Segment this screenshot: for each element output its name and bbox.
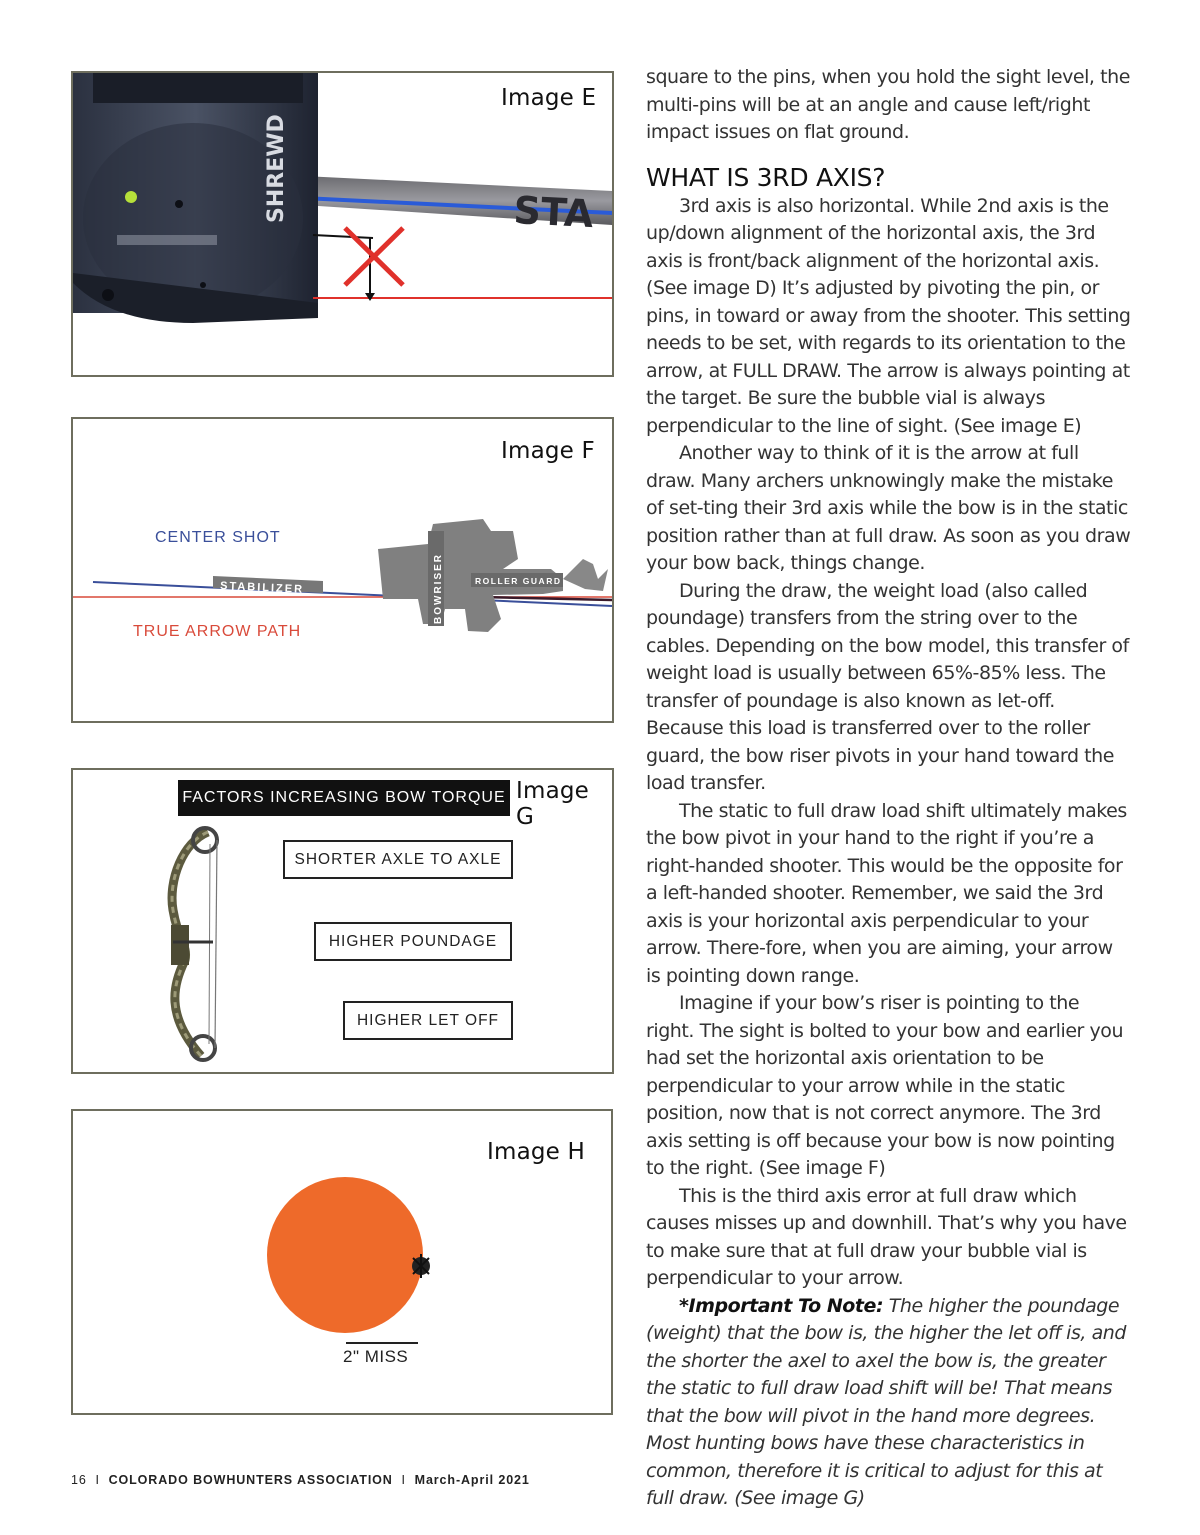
paragraph: Imagine if your bow’s riser is pointing to the right. The sight is bolted to your bow and earlier you had set the horizontal axis orientation to be perpendicular to your arrow while in the static position, now that is not correct anymore. The 3rd axis setting is off because your bow is now pointing to the right. (See image F) bbox=[646, 992, 1124, 1179]
true-arrow-path-label: TRUE ARROW PATH bbox=[133, 623, 302, 640]
figure-label-h: Image H bbox=[487, 1139, 586, 1165]
important-note-lead: *Important To Note: bbox=[679, 1294, 884, 1317]
figure-label-g: Image G bbox=[516, 778, 590, 830]
factor-shorter-axle: SHORTER AXLE TO AXLE bbox=[283, 840, 513, 879]
publication-name: COLORADO BOWHUNTERS ASSOCIATION bbox=[108, 1473, 393, 1487]
torque-title: FACTORS INCREASING BOW TORQUE bbox=[178, 780, 510, 816]
paragraph: Another way to think of it is the arrow at full draw. Many archers unknowingly make the mistake of set-ting their 3rd axis while the bow is in the static position rather than at full draw. As soon as you draw your bow back, things change. bbox=[646, 442, 1131, 574]
bubble-vial-icon bbox=[125, 191, 137, 203]
important-note bbox=[646, 1293, 1132, 1513]
footer-separator: I bbox=[401, 1473, 406, 1487]
paragraph: 3rd axis is also horizontal. While 2nd axis is the up/down alignment of the horizontal axis, the 3rd axis is front/back alignment of the horizontal axis. (See image D) It’s adjusted by pivoting the pin, or pins, in toward or away from the shooter. This setting needs to be set, with regards to its orientation to the arrow, at FULL DRAW. The arrow is always pointing at the target. Be sure the bubble vial is always perpendicular to the line of sight. (See image E) bbox=[646, 194, 1131, 437]
figure-image-f bbox=[71, 417, 614, 723]
important-note-body: The higher the poundage (weight) that the bow is, the higher the let off is, and the shorter the axel to axel the bow is, the greater the static to full draw load shift will be! That means that the bow will pivot in the hand more degrees. Most hunting bows have these characteristics in common, therefore it is critical to adjust for this at full draw. (See image G) bbox=[646, 1294, 1126, 1509]
page-footer bbox=[71, 1473, 530, 1487]
bow-string bbox=[215, 840, 217, 1048]
footer-separator: I bbox=[95, 1473, 100, 1487]
center-shot-label: CENTER SHOT bbox=[155, 529, 281, 546]
page-number: 16 bbox=[71, 1473, 87, 1487]
section-heading: WHAT IS 3RD AXIS? bbox=[646, 162, 886, 192]
roller-guard-text: ROLLER GUARD bbox=[475, 576, 562, 586]
paragraph: During the draw, the weight load (also called poundage) transfers from the string over to the cables. Depending on the bow model, this transfer of weight load is usually between 65%-85% less. The transfer of poundage is also known as let-off. Because this load is transferred over to the roller guard, the bow riser pivots in your hand toward the load transfer. bbox=[646, 579, 1129, 794]
stabilizer-text: STABILIZER bbox=[219, 580, 305, 596]
issue-date: March-April 2021 bbox=[414, 1473, 530, 1487]
factor-higher-let-off: HIGHER LET OFF bbox=[343, 1001, 513, 1040]
arrow-label-text: STA bbox=[512, 188, 595, 237]
shrewd-brand-text: SHREWD bbox=[264, 114, 289, 223]
bowriser-text: BOWRISER bbox=[433, 553, 444, 624]
center-shot-diagram bbox=[73, 419, 612, 721]
paragraph: This is the third axis error at full draw which causes misses up and downhill. That’s why you have to make sure that at full draw your bubble vial is perpendicular to your arrow. bbox=[646, 1184, 1127, 1289]
miss-label: 2" MISS bbox=[343, 1347, 409, 1366]
paragraph-continued: square to the pins, when you hold the sight level, the multi-pins will be at an angle and cause left/right impact issues on flat ground. bbox=[646, 66, 1130, 143]
orange-target bbox=[267, 1177, 423, 1333]
figure-image-g bbox=[71, 768, 614, 1074]
figure-label-e: Image E bbox=[501, 85, 597, 111]
factor-higher-poundage: HIGHER POUNDAGE bbox=[314, 922, 512, 961]
figure-label-f: Image F bbox=[501, 438, 595, 464]
article-column bbox=[646, 64, 1132, 1513]
figure-image-h bbox=[71, 1109, 613, 1415]
paragraph: The static to full draw load shift ultimately makes the bow pivot in your hand to the right if you’re a right-handed shooter. This would be the opposite for a left-handed shooter. Remember, we said the 3rd axis is your horizontal axis perpendicular to your arrow. There-fore, when you are aiming, your arrow is pointing down range. bbox=[646, 799, 1127, 987]
figure-image-e bbox=[71, 71, 614, 377]
sight-photo-illustration bbox=[73, 73, 612, 375]
roller-guard-hand bbox=[563, 559, 608, 591]
